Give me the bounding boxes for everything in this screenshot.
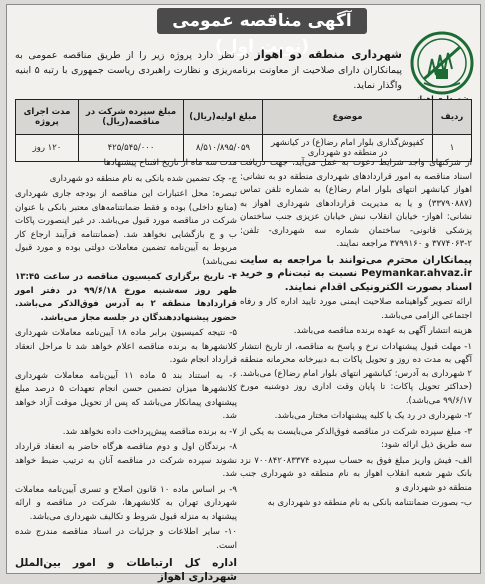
body-paragraph: ۷- به برنده مناقصه پیش‌پرداخت داده نخواهد شد. [62, 426, 237, 437]
body-paragraph: ارائه تصویر گواهینامه صلاحیت ایمنی مورد تایید اداره کار و رفاه اجتماعی الزامی می‌باشد. [240, 297, 472, 321]
table-cell: ۱۲۰ روز [16, 135, 79, 162]
table-cell: کفپوش‌گذاری بلوار امام رضا(ع) در کیانشهر در منطقه دو شهرداری [263, 135, 433, 162]
tender-notice-page [6, 4, 481, 583]
column-header: مدت اجرای پروژه [16, 100, 79, 135]
column-header: موضوع [263, 100, 433, 135]
right-column [240, 157, 472, 567]
body-paragraph: الف- فیش واریز مبلغ فوق به حساب سپرده ۷۰۰۸۴۲۰۸۳۳۷۴ نزد بانک شهر شعبه انقلاب اهواز به نام منطقه دو شهرداری جنب منطقه دو شهرداری و [240, 455, 473, 493]
body-paragraph: ۳- مبلغ سپرده شرکت در مناقصه فوق‌الذکر می‌بایست به یکی از سه طریق ذیل ارائه شود: [240, 426, 472, 450]
body-paragraph: ۶- به استناد بند ۵ ماده ۱۱ آیین‌نامه معاملات شهرداری کلانشهرها میزان تضمین حسن انجام تعهدات ۵ درصد مبلغ پیشنهادی پیمانکار می‌باشد که پس از تحویل موقت آزاد خواهد شد. [15, 370, 238, 421]
body-paragraph: ۵- نتیجه کمیسیون برابر ماده ۱۸ آیین‌نامه معاملات شهرداری کلانشهرها به برنده مناقصه اعلام خواهد شد تا مراحل انعقاد قرارداد انجام شود. [15, 328, 237, 365]
notice-title: آگهی مناقصه عمومی (نوبت اول) [157, 8, 367, 34]
body-paragraph: از شرکتهای واجد شرایط دعوت به عمل می‌آید، جهت دریافت اسناد مناقصه به امور قراردادهای شهرداری منطقه دو به نشانی: اهواز کیانشهر انتهای بلوار امام رضا(ع) به شماره تلفن تماس (۳۳۷۹۰۸۸۷) و یا به مدیریت قراردادهای شهرداری اهواز به نشانی: اهواز- خیابان انقلاب نبش خیابان عزیزی جنب ساختمان پزشکی قانونی- ساختمان شماره سه شهرداری- تلفن: ۲-۳۷۷۴۰۶۳ و ۳۷۹۹۱۶۰ مراجعه نمایند. [240, 158, 472, 249]
body-paragraph: ۴- تاریخ برگزاری کمیسیون مناقصه در ساعت ۱۳:۴۵ ظهر روز سه‌شنبه مورخ ۹۹/۶/۱۸ در دفتر امور قراردادها منطقه ۲ به آدرس فوق‌الذکر می‌باشد. حضور پیشنهاددهندگان در جلسه مجاز می‌باشد. [15, 272, 237, 323]
body-paragraph: ۲- شهرداری در رد یک یا کلیه پیشنهادات مختار می‌باشد. [274, 411, 472, 421]
municipality-logo-icon [410, 29, 474, 103]
website-paragraph: پیمانکاران محترم می‌توانند با مراجعه به سایت Peymankar.ahvaz.ir نسبت به ثبت‌نام و خرید اسناد بصورت الکترونیکی اقدام نمایند. [240, 254, 472, 293]
intro-text: در نظر دارد پروژه زیر را از طریق مناقصه عمومی به پیمانکاران دارای صلاحیت از معاونت برنامه‌ریزی و نظارت راهبردی ریاست جمهوری با رتبه ۵ ابنیه واگذار نماید. [15, 50, 402, 91]
table-cell: ۴۲۵/۵۴۵/۰۰۰ [79, 135, 184, 162]
column-header: ردیف [433, 100, 472, 135]
column-header: مبلغ اولیه(ریال) [184, 100, 263, 135]
table-cell: ۸/۵۱۰/۸۹۵/۰۵۹ [184, 135, 263, 162]
table-header-row [16, 100, 472, 135]
body-paragraph: هزینه انتشار آگهی به عهده برنده مناقصه می‌باشد. [293, 326, 472, 336]
body-paragraph: ج- چک تضمین شده بانکی به نام منطقه دو شهرداری [49, 173, 237, 184]
body-paragraph: ۸- برندگان اول و دوم مناقصه هرگاه حاضر به انعقاد قرارداد نشوند سپرده شرکت در مناقصه آنان به ترتیب ضبط خواهد شد. [15, 442, 237, 479]
body-paragraph: ۹- بر اساس ماده ۱۰ قانون اصلاح و تسری آیین‌نامه معاملات شهرداری تهران به کلانشهرها، شرکت در مناقصه و ارائه پیشنهاد به منزله قبول شروط و تکالیف شهرداری می‌باشد. [15, 484, 237, 522]
notice-body [15, 157, 473, 583]
tender-table [15, 99, 472, 162]
organization-name: شهرداری منطقه دو اهواز [254, 48, 402, 61]
table-cell: ۱ [433, 135, 472, 162]
body-paragraph: ب- بصورت ضمانتنامه بانکی به نام منطقه دو شهرداری به [267, 498, 472, 508]
intro-paragraph [15, 47, 402, 93]
body-paragraph: ۱۰- سایر اطلاعات و جزئیات در اسناد مناقصه مندرج شده است. [15, 527, 237, 551]
body-paragraph: تبصره: محل اعتبارات این مناقصه از بودجه جاری شهرداری (منابع داخلی) بوده و فقط ضمانتنامه‌های معتبر بانکی با عنوان شرکت در مناقصه مورد قبول می‌باشد. در غیر اینصورت پاکات ب و ج بازگشایی نخواهد شد. (ضمانتنامه فرآیند ارجاع کار مربوط به آیین‌نامه تضمین معاملات دولتی بوده و مورد قبول نمی‌باشد) [15, 189, 237, 267]
body-paragraph: ۱- مهلت قبول پیشنهادات نرخ و پاسخ به مناقصه، از تاریخ انتشار آگهی به مدت ده روز و تحویل پاکات بـه دبیرخانه محرمانه منطقه ۲ شهرداری به آدرس: کیانشهر انتهای بلوار امام رضا(ع) می‌باشد. (حداکثر تحویل پاکات: تا پایان وقت اداری روز دوشنبه مورخ ۹۹/۶/۱۷ می‌باشد). [240, 341, 472, 406]
column-header: مبلغ سپرده شرکت در مناقصه(ریال) [79, 100, 184, 135]
left-column [15, 157, 238, 583]
footer-signature: اداره کل ارتباطات و امور بین‌الملل شهرداری اهواز [15, 557, 237, 583]
body-paragraph: مدت سه ماه از تاریخ افتتاح پیشنهادها [103, 158, 237, 168]
